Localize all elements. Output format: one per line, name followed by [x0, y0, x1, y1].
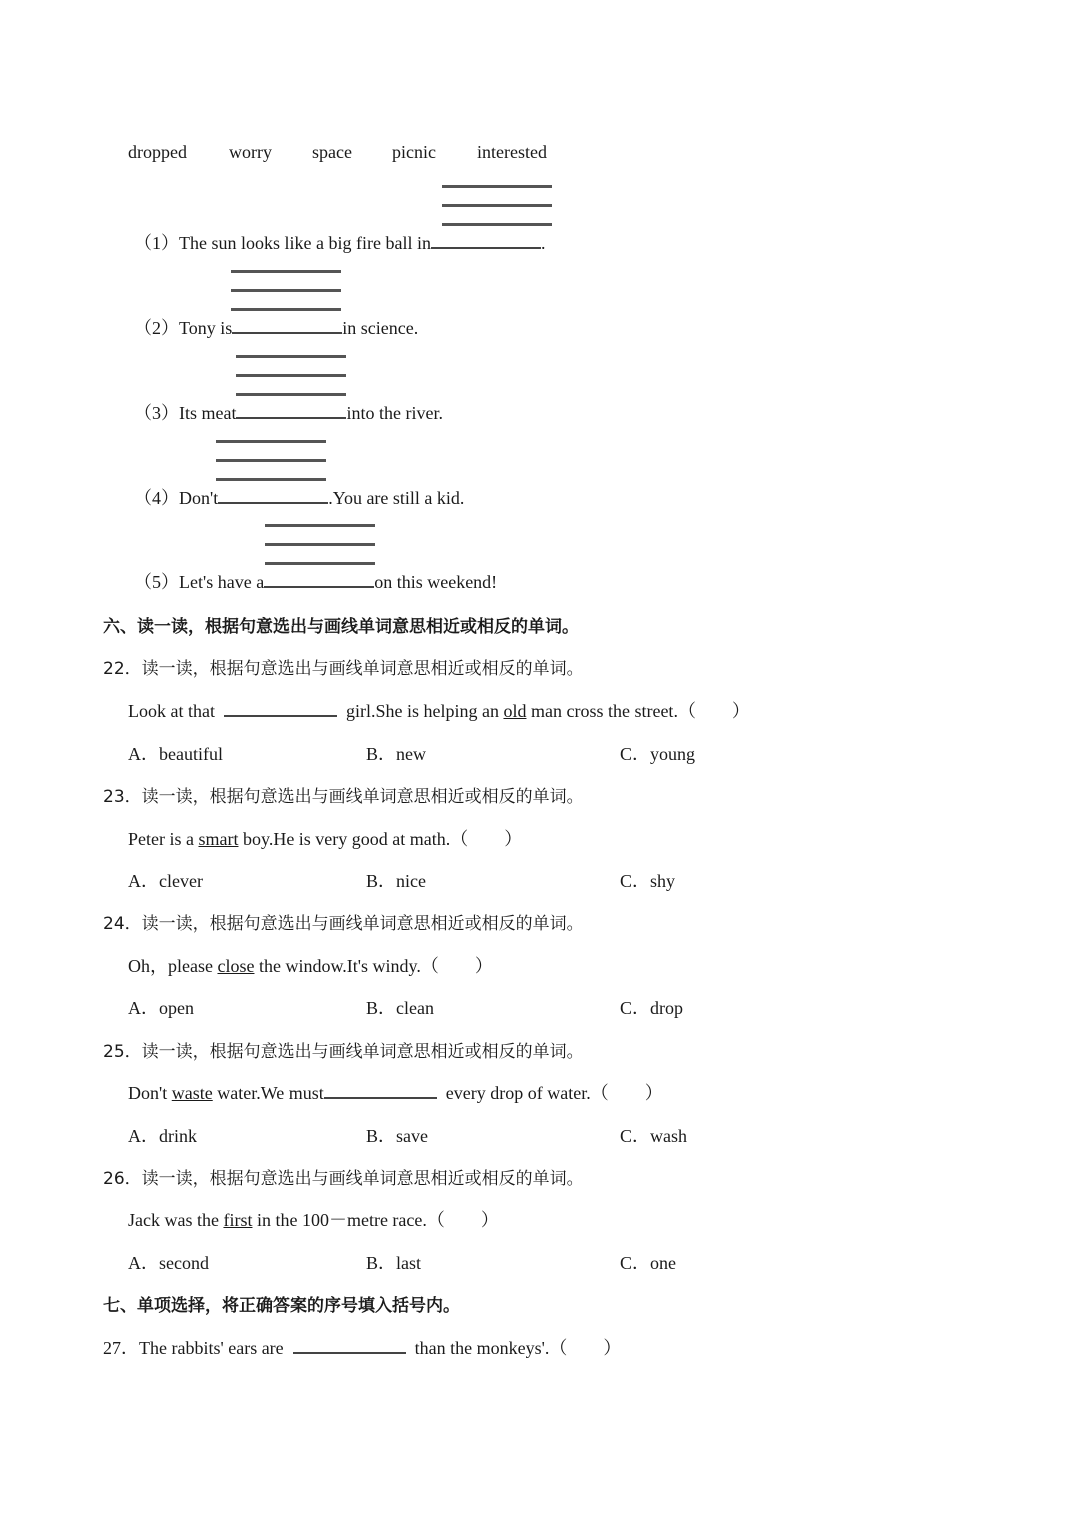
option-a[interactable]: A．second	[128, 1253, 209, 1273]
fill-item: （1）The sun looks like a big fire ball in .	[134, 233, 546, 253]
option-c[interactable]: C．shy	[620, 871, 676, 891]
underlined-word: smart	[198, 829, 239, 849]
question-sentence: Oh，please close the window.It's windy.（ ）	[128, 956, 493, 976]
fill-item: （5）Let's have a on this weekend!	[134, 572, 498, 592]
fill-item: （3）Its meat into the river.	[134, 403, 443, 423]
answer-blank[interactable]	[293, 1338, 406, 1354]
underlined-word: old	[503, 701, 527, 721]
answer-blank[interactable]	[324, 1083, 437, 1099]
option-a[interactable]: A．clever	[128, 871, 203, 891]
underlined-word: waste	[171, 1083, 213, 1103]
answer-blank[interactable]	[264, 572, 374, 588]
word-bank-item: space	[312, 142, 352, 162]
option-a[interactable]: A．beautiful	[128, 744, 223, 764]
option-b[interactable]: B．clean	[366, 998, 434, 1018]
answer-blank[interactable]	[236, 403, 346, 419]
option-c[interactable]: C．one	[620, 1253, 676, 1273]
question-heading: 26．读一读，根据句意选出与画线单词意思相近或相反的单词。	[103, 1169, 584, 1189]
answer-blank[interactable]	[218, 488, 328, 504]
option-b[interactable]: B．save	[366, 1126, 428, 1146]
question-heading: 25．读一读，根据句意选出与画线单词意思相近或相反的单词。	[103, 1042, 584, 1062]
section-heading: 七、单项选择，将正确答案的序号填入括号内。	[103, 1296, 460, 1316]
option-b[interactable]: B．last	[366, 1253, 422, 1273]
fill-item: （2）Tony is in science.	[134, 318, 419, 338]
question-sentence: 27．The rabbits' ears are than the monkeys'.（ ）	[103, 1338, 622, 1358]
question-sentence: Jack was the first in the 100－metre race.（ ）	[128, 1210, 499, 1230]
question-sentence: Peter is a smart boy.He is very good at math.（ ）	[128, 829, 523, 849]
option-c[interactable]: C．young	[620, 744, 696, 764]
question-heading: 23．读一读，根据句意选出与画线单词意思相近或相反的单词。	[103, 787, 584, 807]
option-a[interactable]: A．open	[128, 998, 194, 1018]
answer-blank[interactable]	[232, 318, 342, 334]
word-bank-item: picnic	[392, 142, 436, 162]
underlined-word: close	[217, 956, 255, 976]
question-heading: 24．读一读，根据句意选出与画线单词意思相近或相反的单词。	[103, 914, 584, 934]
question-heading: 22．读一读，根据句意选出与画线单词意思相近或相反的单词。	[103, 659, 584, 679]
section-heading: 六、读一读，根据句意选出与画线单词意思相近或相反的单词。	[103, 617, 579, 637]
answer-blank[interactable]	[224, 701, 337, 717]
option-b[interactable]: B．new	[366, 744, 426, 764]
question-sentence: Don't waste water.We must every drop of water.（ ）	[128, 1083, 663, 1103]
fill-item: （4）Don't .You are still a kid.	[134, 488, 465, 508]
answer-blank[interactable]	[431, 233, 541, 249]
question-sentence: Look at that girl.She is helping an old man cross the street.（ ）	[128, 701, 750, 721]
word-bank-item: worry	[229, 142, 272, 162]
underlined-word: first	[223, 1210, 253, 1230]
option-c[interactable]: C．drop	[620, 998, 683, 1018]
option-a[interactable]: A．drink	[128, 1126, 197, 1146]
option-b[interactable]: B．nice	[366, 871, 426, 891]
option-c[interactable]: C．wash	[620, 1126, 687, 1146]
word-bank-item: dropped	[128, 142, 187, 162]
word-bank-item: interested	[477, 142, 547, 162]
